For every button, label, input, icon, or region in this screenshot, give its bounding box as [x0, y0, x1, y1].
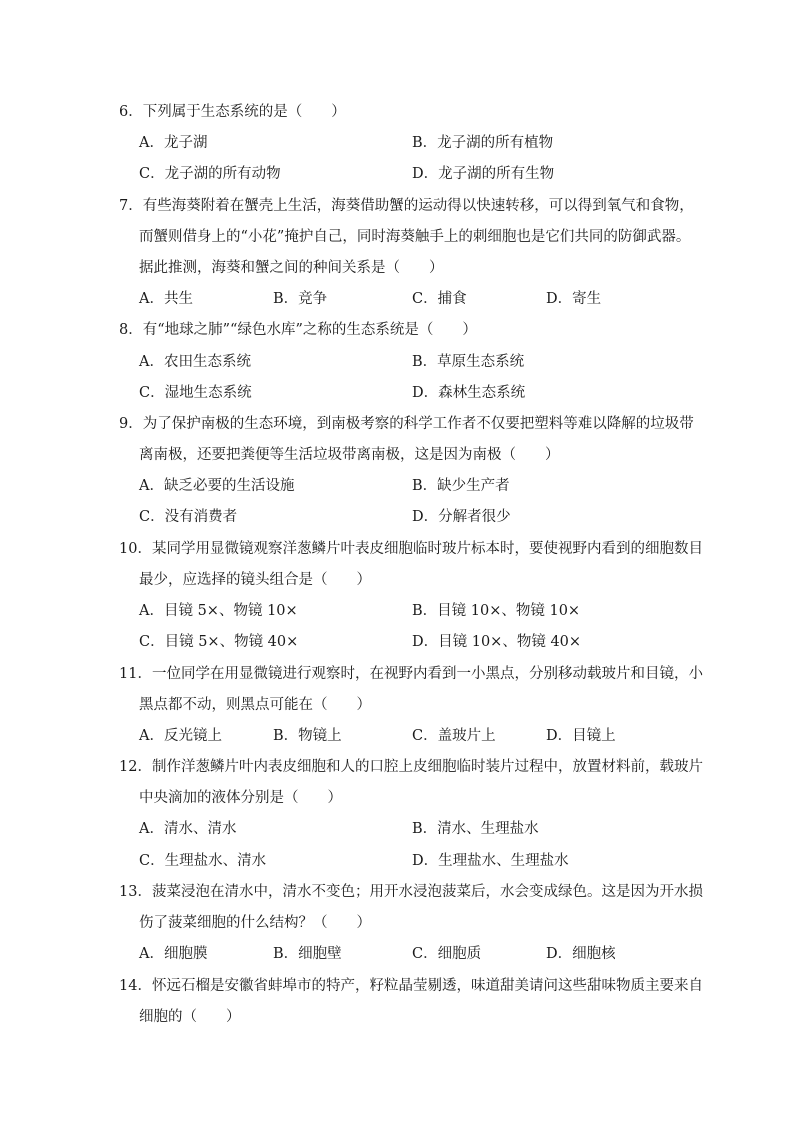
question-10-stem-line-2: 最少，应选择的镜头组合是（ ）	[139, 572, 371, 588]
question-9-option-c: C．没有消费者	[139, 509, 238, 525]
question-7-stem-line-2: 而蟹则借身上的“小花”掩护自己，同时海葵触手上的刺细胞也是它们共同的防御武器。	[139, 229, 691, 245]
question-9-stem-line-1: 9．为了保护南极的生态环境，到南极考察的科学工作者不仅要把塑料等难以降解的垃圾带	[119, 416, 694, 432]
question-8-stem: 8．有“地球之肺”“绿色水库”之称的生态系统是（ ）	[119, 322, 477, 338]
question-11-option-a: A．反光镜上	[139, 728, 222, 744]
question-6-option-b: B．龙子湖的所有植物	[412, 135, 554, 151]
question-13-option-d: D．细胞核	[546, 946, 616, 962]
question-6-stem: 6．下列属于生态系统的是（ ）	[119, 104, 346, 120]
question-12-option-a: A．清水、清水	[139, 821, 237, 837]
question-6-option-c: C．龙子湖的所有动物	[139, 166, 281, 182]
question-10-stem-line-1: 10．某同学用显微镜观察洋葱鳞片叶表皮细胞临时玻片标本时，要使视野内看到的细胞数目	[119, 541, 703, 557]
question-13-option-a: A．细胞膜	[139, 946, 208, 962]
question-7-option-d: D．寄生	[546, 291, 602, 307]
question-10-option-d: D．目镜 10×、物镜 40×	[412, 634, 582, 650]
question-9-stem-line-2: 离南极，还要把粪便等生活垃圾带离南极，这是因为南极（ ）	[139, 447, 560, 463]
question-12-stem-line-2: 中央滴加的液体分别是（ ）	[139, 790, 342, 806]
question-14-stem-line-2: 细胞的（ ）	[139, 1009, 241, 1025]
question-9-option-b: B．缺少生产者	[412, 478, 510, 494]
question-7-stem-line-1: 7．有些海葵附着在蟹壳上生活，海葵借助蟹的运动得以快速转移，可以得到氧气和食物，	[119, 198, 694, 214]
question-7-option-a: A．共生	[139, 291, 193, 307]
question-8-option-c: C．湿地生态系统	[139, 385, 252, 401]
question-7-option-b: B．竞争	[273, 291, 328, 307]
question-13-stem-line-2: 伤了菠菜细胞的什么结构？（ ）	[139, 915, 371, 931]
question-14-stem-line-1: 14．怀远石榴是安徽省蚌埠市的特产，籽粒晶莹剔透，味道甜美请问这些甜味物质主要来自	[119, 978, 703, 994]
question-12-option-b: B．清水、生理盐水	[412, 821, 539, 837]
question-13-stem-line-1: 13．菠菜浸泡在清水中，清水不变色；用开水浸泡菠菜后，水会变成绿色。这是因为开水损	[119, 884, 703, 900]
question-10-option-a: A．目镜 5×、物镜 10×	[139, 603, 298, 619]
question-9-option-d: D．分解者很少	[412, 509, 511, 525]
question-11-option-b: B．物镜上	[273, 728, 342, 744]
question-8-option-d: D．森林生态系统	[412, 385, 526, 401]
question-13-option-c: C．细胞质	[412, 946, 482, 962]
question-12-stem-line-1: 12．制作洋葱鳞片叶内表皮细胞和人的口腔上皮细胞临时装片过程中，放置材料前，载玻片	[119, 759, 703, 775]
question-9-option-a: A．缺乏必要的生活设施	[139, 478, 295, 494]
question-6-option-a: A．龙子湖	[139, 135, 208, 151]
question-11-option-c: C．盖玻片上	[412, 728, 496, 744]
question-11-option-d: D．目镜上	[546, 728, 616, 744]
question-6-option-d: D．龙子湖的所有生物	[412, 166, 555, 182]
question-12-option-c: C．生理盐水、清水	[139, 853, 267, 869]
question-7-stem-line-3: 据此推测，海葵和蟹之间的种间关系是（ ）	[139, 260, 444, 276]
question-11-stem-line-2: 黑点都不动，则黑点可能在（ ）	[139, 697, 371, 713]
question-8-option-a: A．农田生态系统	[139, 354, 251, 370]
question-12-option-d: D．生理盐水、生理盐水	[412, 853, 569, 869]
question-7-option-c: C．捕食	[412, 291, 467, 307]
question-13-option-b: B．细胞壁	[273, 946, 342, 962]
question-10-option-c: C．目镜 5×、物镜 40×	[139, 634, 299, 650]
question-10-option-b: B．目镜 10×、物镜 10×	[412, 603, 581, 619]
question-11-stem-line-1: 11．一位同学在用显微镜进行观察时，在视野内看到一小黑点，分别移动载玻片和目镜，小	[119, 666, 703, 682]
question-8-option-b: B．草原生态系统	[412, 354, 525, 370]
